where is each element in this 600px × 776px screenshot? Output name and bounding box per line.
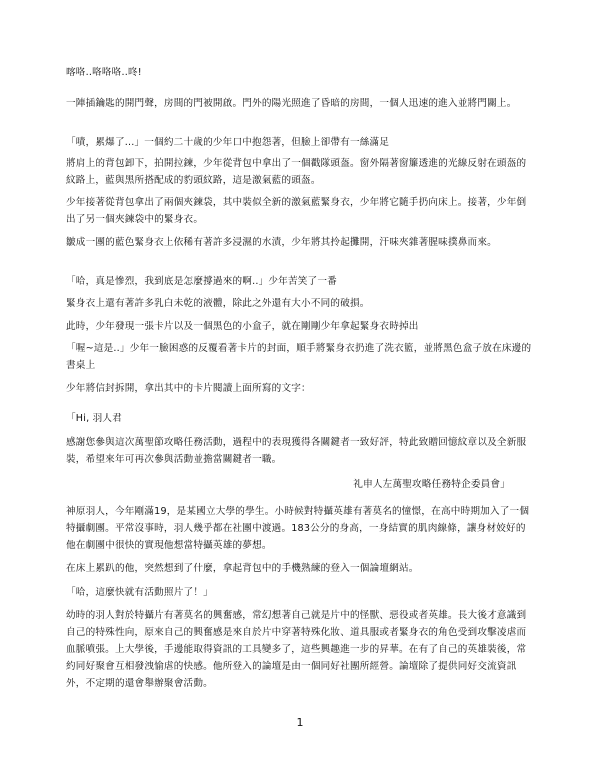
page-number: 1 [296,716,304,729]
paragraph-7: 「哈，真是慘烈，我到底是怎麼撐過來的啊..」少年苦笑了一番 [66,276,337,287]
paragraph-3: 「嘖，累爆了...」一個約二十歲的少年口中抱怨著，但臉上卻帶有一絲滿足 [66,137,390,148]
signature-line: 礼申人左萬聖攻略任務特企委員會」 [353,479,510,490]
paragraph-15: 神原羽人，今年剛滿19，是某國立大學的學生。小時候對特攝英雄有著莫名的憧憬，在高中時期加入了一個特攝劇團。平常沒事時，羽人幾乎都在社團中渡過。183公分的身高，一身結實的肌肉線條，讓身材姣好的他在劇團中很快的實現他想當特攝英雄的夢想。 [66,506,530,551]
paragraph-9: 此時，少年發現一張卡片以及一個黑色的小盒子，就在剛剛少年拿起緊身衣時掉出 [66,321,419,332]
paragraph-8: 緊身衣上還有著許多乳白未乾的液體，除此之外還有大小不同的破損。 [66,298,370,309]
paragraph-11: 少年將信封拆開，拿出其中的卡片閱讀上面所寫的文字： [66,383,311,394]
paragraph-2: 一陣插鑰匙的開門聲，房間的門被開啟。門外的陽光照進了昏暗的房間，一個人迅速的進入並將門關上。 [66,98,517,109]
paragraph-16: 在床上累趴的他，突然想到了什麼，拿起背包中的手機熟練的登入一個論壇網站。 [66,563,419,574]
paragraph-17: 「哈，這麼快就有活動照片了！」 [66,587,213,598]
paragraph-10: 「喔~這是..」少年一臉困惑的反覆看著卡片的封面，順手將緊身衣扔進了洗衣籃，並將黑色盒子放在床邊的書桌上 [66,343,532,371]
paragraph-6: 皺成一團的藍色緊身衣上依稀有著許多浸濕的水漬，少年將其拎起攤開，汗味夾雜著腥味撲鼻而來。 [66,237,497,248]
paragraph-12: 「Hi, 羽人君 [66,413,122,424]
paragraph-18: 幼時的羽人對於特攝片有著莫名的興奮感，常幻想著自己就是片中的怪獸、惡役或者英雄。長大後才意識到自己的特殊性向，原來自己的興奮感是來自於片中穿著特殊化妝、道具服或者緊身衣的角色受到攻擊凌虐而血脈噴張。上大學後，手邊能取得資訊的工具變多了，這些興趣進一步的昇華。在有了自己的英雄裝後，常約同好聚會互相發洩愉虐的快感。他所登入的論壇是由一個同好社團所經營。論壇除了提供同好交流資訊外，不定期的還會舉辦聚會活動。 [66,610,527,689]
paragraph-13: 感謝您參與這次萬聖節攻略任務活動，過程中的表現獲得各關鍵者一致好評，特此致贈回憶紋章以及全新服裝，希望來年可再次參與活動並擔當關鍵者一職。 [66,437,527,465]
paragraph-5: 少年接著從背包拿出了兩個夾鍊袋，其中裝似全新的激氣藍緊身衣，少年將它隨手扔向床上。接著，少年倒出了另一個夾鍊袋中的緊身衣。 [66,197,527,225]
paragraph-1: 喀咯..咯咯咯..咚! [66,67,142,78]
paragraph-4: 將肩上的背包卸下，拍開拉鍊，少年從背包中拿出了一個戳隊頭盔。窗外隔著窗簾透進的光線反射在頭盔的紋路上，藍與黑所搭配成的豹頭紋路，這是激氣藍的頭盔。 [66,158,527,186]
